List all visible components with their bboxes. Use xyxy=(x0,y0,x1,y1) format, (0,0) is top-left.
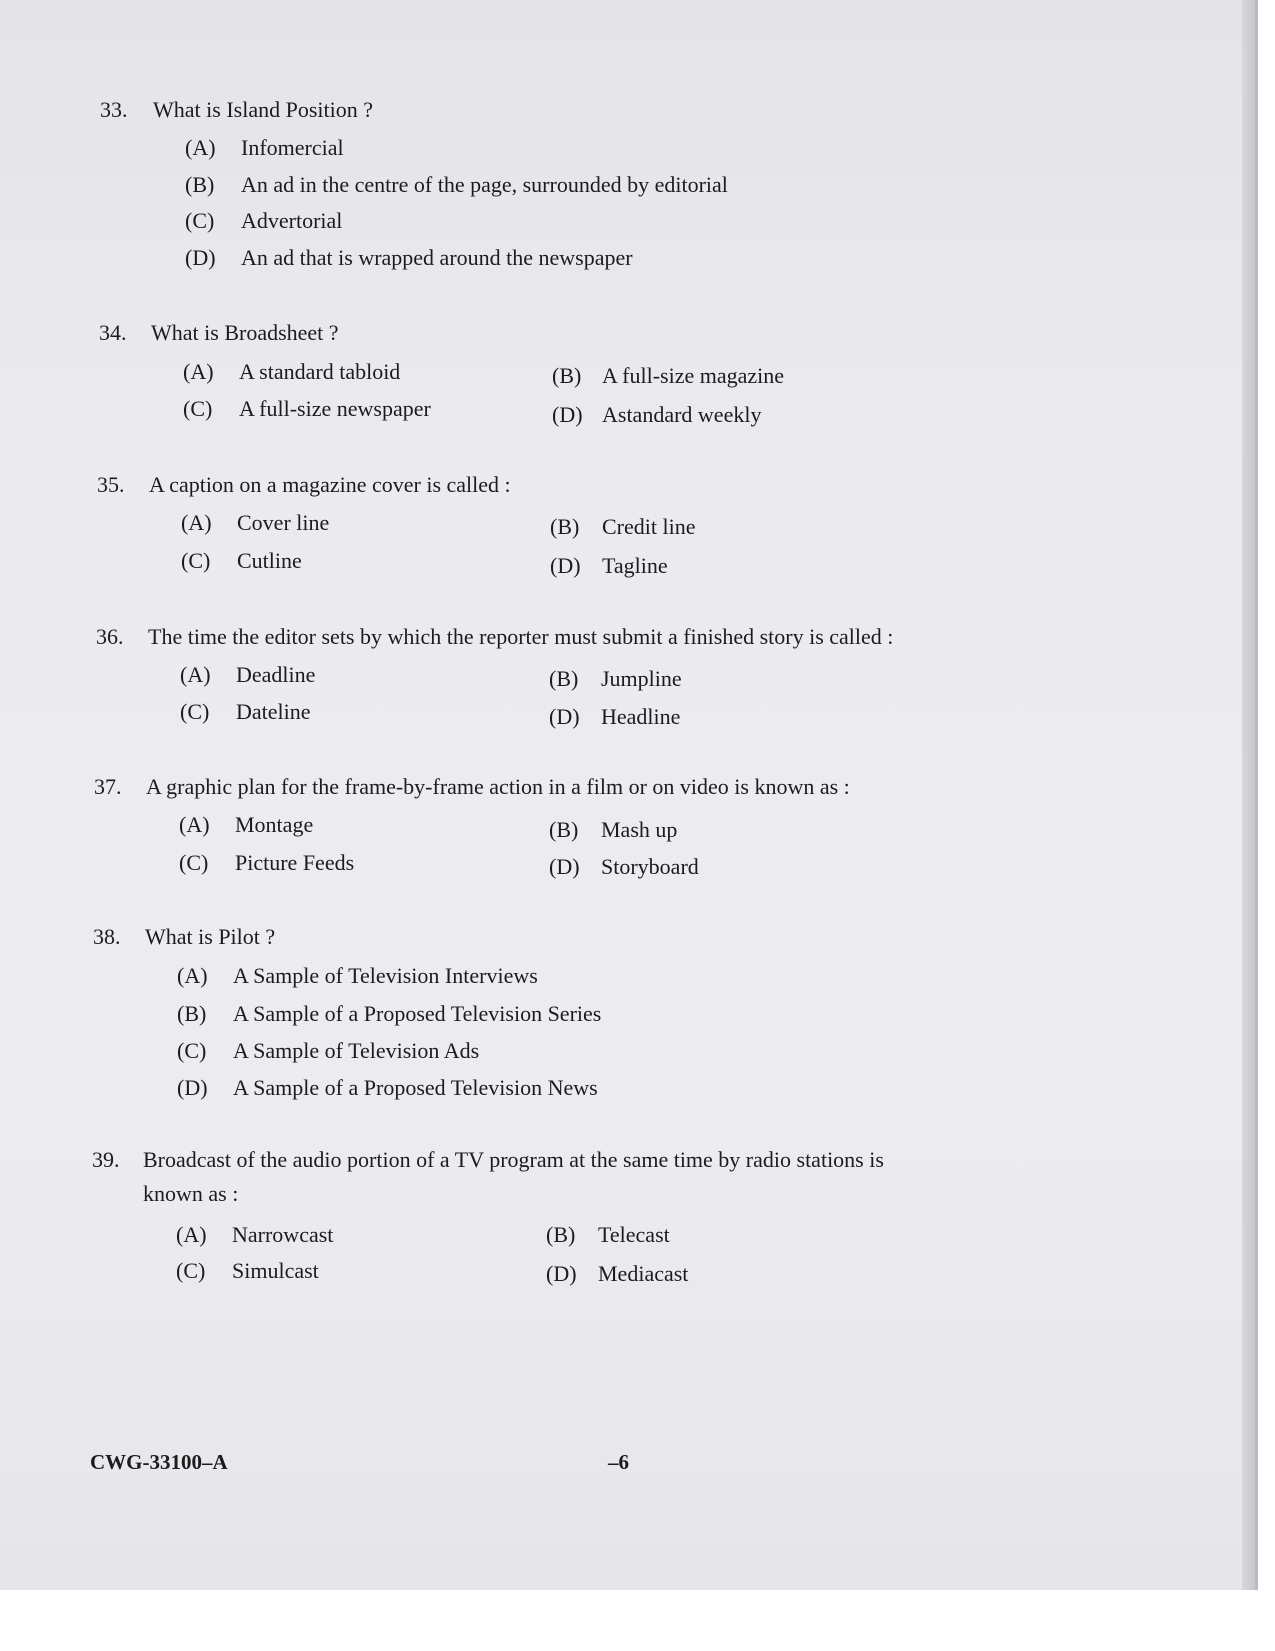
option-a xyxy=(177,961,538,991)
question-text: What is Broadsheet ? xyxy=(151,320,339,345)
option-a xyxy=(181,508,329,538)
question-text: A caption on a magazine cover is called : xyxy=(149,472,511,497)
option-letter: (B) xyxy=(546,1222,576,1247)
question-text: What is Pilot ? xyxy=(145,924,276,949)
option-text: Astandard weekly xyxy=(602,402,762,427)
option-text: A Sample of Television Interviews xyxy=(233,963,538,988)
option-text: Storyboard xyxy=(601,854,699,879)
option-letter: (D) xyxy=(549,704,580,729)
option-letter: (B) xyxy=(552,363,582,388)
question-text: Broadcast of the audio portion of a TV program at the same time by radio stations is known as : xyxy=(143,1147,884,1206)
option-text: A Sample of a Proposed Television News xyxy=(233,1075,598,1100)
option-text: Narrowcast xyxy=(232,1222,334,1247)
option-c xyxy=(180,697,311,727)
option-text: Simulcast xyxy=(232,1258,319,1283)
option-b xyxy=(549,664,682,694)
option-text: An ad in the centre of the page, surrounded by editorial xyxy=(241,172,728,197)
option-text: Tagline xyxy=(602,553,668,578)
question-number: 34. xyxy=(99,320,127,345)
option-c xyxy=(183,394,431,424)
option-b xyxy=(185,170,728,200)
option-b xyxy=(177,999,601,1029)
option-d xyxy=(185,243,633,273)
option-letter: (D) xyxy=(546,1261,577,1286)
option-letter: (D) xyxy=(550,553,581,578)
option-letter: (C) xyxy=(185,208,215,233)
option-d xyxy=(550,551,668,581)
option-b xyxy=(549,815,677,845)
option-letter: (B) xyxy=(549,666,579,691)
option-d xyxy=(552,400,761,430)
option-letter: (B) xyxy=(549,817,579,842)
option-b xyxy=(552,361,784,391)
option-letter: (C) xyxy=(183,396,213,421)
option-letter: (D) xyxy=(177,1075,208,1100)
option-letter: (A) xyxy=(177,963,208,988)
question-number: 36. xyxy=(96,624,124,649)
option-letter: (C) xyxy=(180,699,210,724)
option-b xyxy=(550,512,695,542)
option-text: Picture Feeds xyxy=(235,850,355,875)
question-text: The time the editor sets by which the reporter must submit a finished story is called : xyxy=(148,624,894,649)
option-text: A standard tabloid xyxy=(239,359,401,384)
option-text: A Sample of Television Ads xyxy=(233,1038,480,1063)
option-letter: (D) xyxy=(185,245,216,270)
question-number: 39. xyxy=(92,1147,120,1172)
question-number: 35. xyxy=(97,472,125,497)
option-letter: (A) xyxy=(185,135,216,160)
option-text: Cutline xyxy=(237,548,302,573)
option-letter: (B) xyxy=(185,172,215,197)
option-a xyxy=(183,357,400,387)
option-a xyxy=(179,810,313,840)
option-d xyxy=(549,852,699,882)
question-number: 37. xyxy=(94,774,122,799)
option-text: Cover line xyxy=(237,510,330,535)
option-letter: (D) xyxy=(552,402,583,427)
option-text: Jumpline xyxy=(601,666,682,691)
paper-code: CWG-33100–A xyxy=(90,1450,228,1474)
option-letter: (A) xyxy=(180,662,211,687)
option-letter: (C) xyxy=(177,1038,207,1063)
option-b xyxy=(546,1220,670,1250)
option-c xyxy=(177,1036,479,1066)
question-number: 38. xyxy=(93,924,121,949)
option-text: A full-size magazine xyxy=(602,363,785,388)
option-text: Mediacast xyxy=(598,1261,689,1286)
option-c xyxy=(181,546,302,576)
option-a xyxy=(185,133,344,163)
option-letter: (A) xyxy=(179,812,210,837)
option-d xyxy=(546,1259,688,1289)
option-text: Headline xyxy=(601,704,681,729)
option-letter: (B) xyxy=(177,1001,207,1026)
option-letter: (A) xyxy=(176,1222,207,1247)
question-text: A graphic plan for the frame-by-frame action in a film or on video is known as : xyxy=(146,774,850,799)
option-letter: (B) xyxy=(550,514,580,539)
option-d xyxy=(549,702,680,732)
option-text: Credit line xyxy=(602,514,696,539)
option-c xyxy=(176,1256,319,1286)
option-text: Infomercial xyxy=(241,135,344,160)
option-text: Deadline xyxy=(236,662,316,687)
option-c xyxy=(185,206,342,236)
page-number: –6 xyxy=(608,1450,629,1474)
question-number: 33. xyxy=(100,97,128,122)
option-letter: (A) xyxy=(183,359,214,384)
option-text: Advertorial xyxy=(241,208,343,233)
option-letter: (C) xyxy=(181,548,211,573)
option-d xyxy=(177,1073,598,1103)
option-a xyxy=(180,660,315,690)
option-text: Mash up xyxy=(601,817,678,842)
option-text: A full-size newspaper xyxy=(239,396,431,421)
option-text: Telecast xyxy=(598,1222,670,1247)
option-letter: (C) xyxy=(179,850,209,875)
question-text: What is Island Position ? xyxy=(153,97,373,122)
option-text: Dateline xyxy=(236,699,311,724)
scan-margin xyxy=(0,1590,1275,1651)
option-letter: (C) xyxy=(176,1258,206,1283)
option-letter: (D) xyxy=(549,854,580,879)
option-a xyxy=(176,1220,333,1250)
option-text: Montage xyxy=(235,812,314,837)
option-text: A Sample of a Proposed Television Series xyxy=(233,1001,602,1026)
option-c xyxy=(179,848,354,878)
option-letter: (A) xyxy=(181,510,212,535)
option-text: An ad that is wrapped around the newspaper xyxy=(241,245,633,270)
